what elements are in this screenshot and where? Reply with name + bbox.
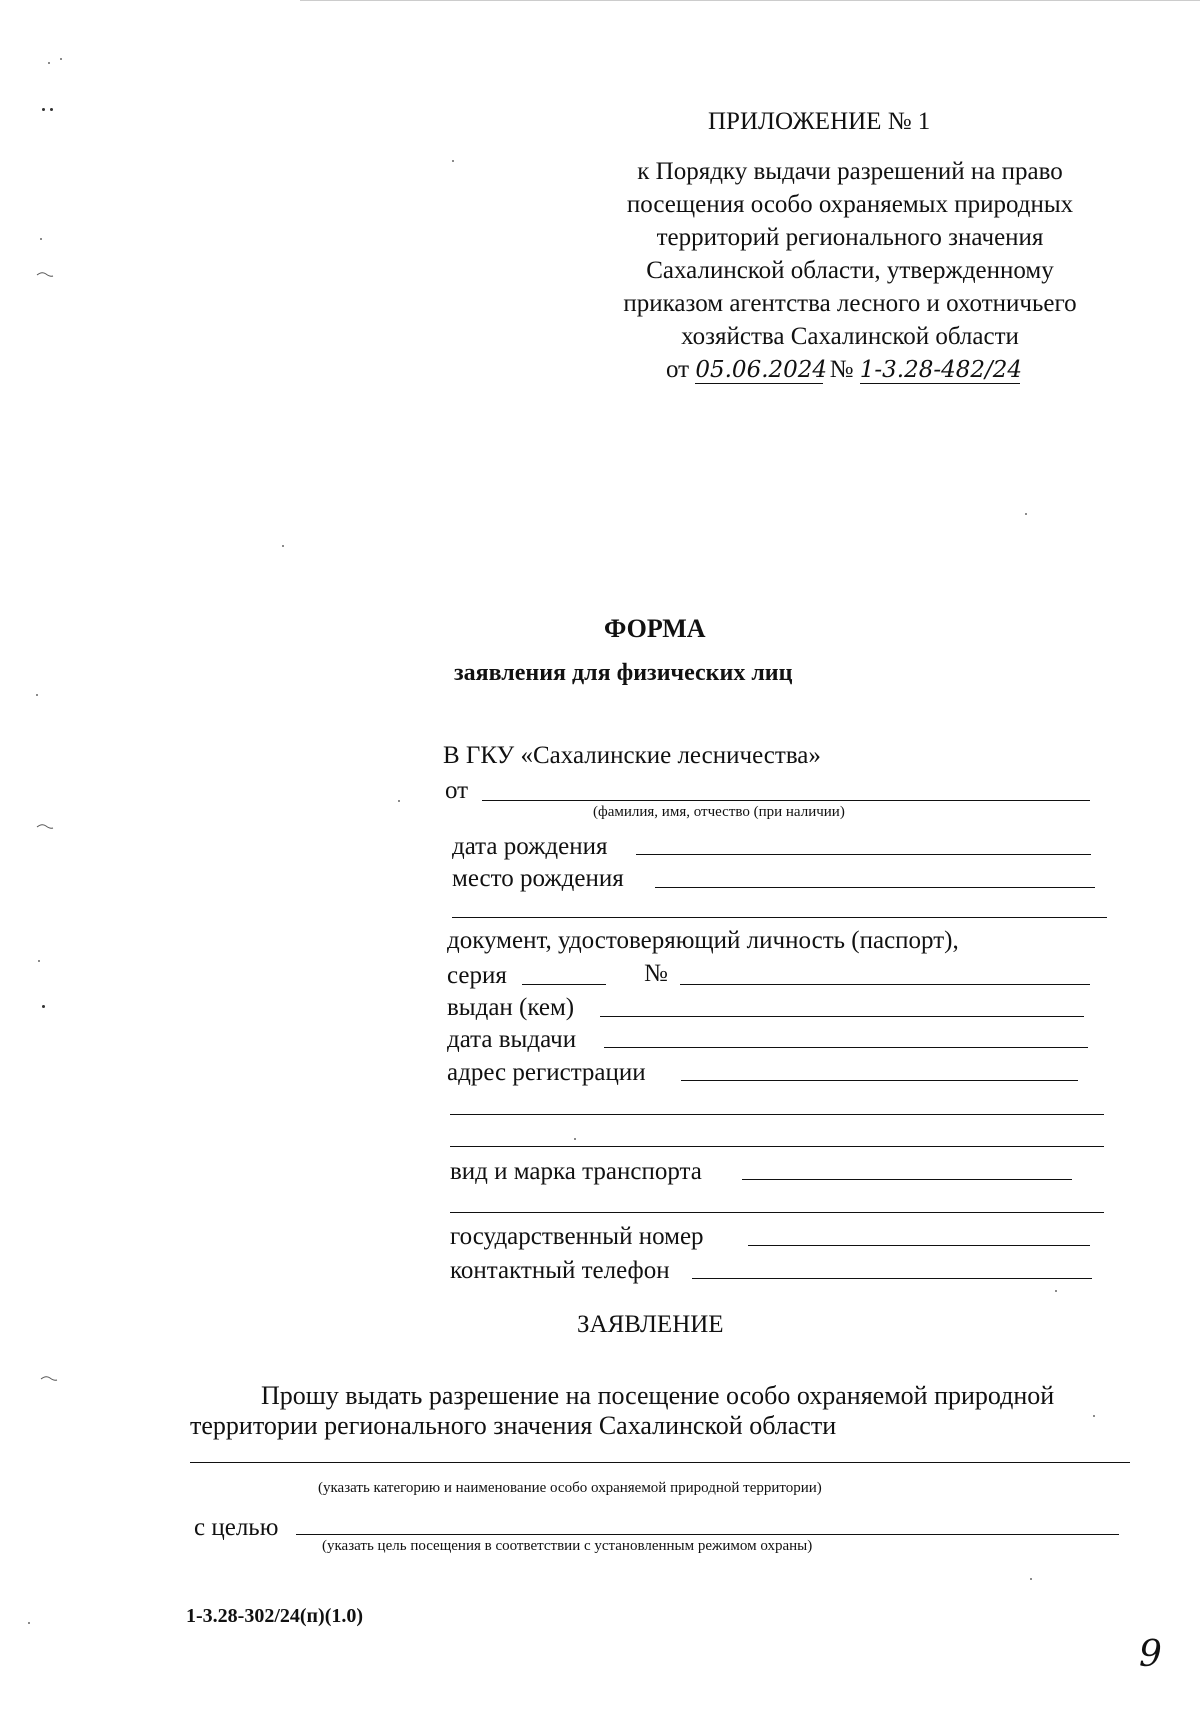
scan-speck [1055, 1290, 1057, 1292]
form-subtitle: заявления для физических лиц [454, 660, 793, 686]
issued-by-field-line[interactable] [600, 1016, 1084, 1017]
scan-mark [40, 1374, 58, 1382]
scan-speck [452, 160, 454, 162]
passport-number-label: № [644, 960, 668, 987]
address-label: адрес регистрации [447, 1059, 646, 1086]
series-field-line[interactable] [522, 984, 606, 985]
address-field-line-3[interactable] [450, 1146, 1104, 1147]
date-prefix: от [666, 356, 690, 383]
scan-speck [282, 545, 284, 547]
vehicle-field-line-2[interactable] [450, 1212, 1104, 1213]
birth-place-field-line-2[interactable] [452, 917, 1107, 918]
appendix-line: Сахалинской области, утвержденному [646, 257, 1054, 284]
scan-edge [300, 0, 1200, 1]
scan-speck [42, 1005, 45, 1008]
birth-date-label: дата рождения [452, 833, 608, 860]
id-document-label: документ, удостоверяющий личность (паспорт), [447, 927, 959, 954]
scan-speck [574, 1138, 576, 1140]
vehicle-field-line[interactable] [742, 1179, 1072, 1180]
document-code: 1-3.28-302/24(п)(1.0) [186, 1605, 364, 1627]
number-prefix: № [829, 356, 854, 383]
scan-speck [28, 1622, 30, 1624]
issued-by-label: выдан (кем) [447, 994, 575, 1021]
appendix-title: ПРИЛОЖЕНИЕ № 1 [708, 108, 931, 135]
address-field-line-2[interactable] [450, 1114, 1104, 1115]
scan-speck [38, 960, 40, 962]
passport-number-field-line[interactable] [680, 984, 1090, 985]
scan-speck [36, 694, 38, 696]
from-label: от [445, 777, 469, 804]
handwritten-order-number: 1-3.28-482/24 [859, 357, 1023, 383]
from-hint: (фамилия, имя, отчество (при наличии) [593, 804, 845, 820]
address-field-line[interactable] [681, 1080, 1078, 1081]
statement-title: ЗАЯВЛЕНИЕ [577, 1311, 724, 1338]
scan-speck [40, 238, 42, 240]
purpose-field-line[interactable] [296, 1534, 1119, 1535]
plate-field-line[interactable] [748, 1245, 1090, 1246]
scan-speck [1025, 513, 1027, 515]
issue-date-field-line[interactable] [604, 1047, 1088, 1048]
vehicle-label: вид и марка транспорта [450, 1158, 702, 1185]
phone-label: контактный телефон [450, 1257, 670, 1284]
form-title: ФОРМА [604, 614, 706, 643]
statement-text-line-1: Прошу выдать разрешение на посещение особо охраняемой природной [261, 1381, 1055, 1410]
birth-place-field-line[interactable] [655, 887, 1095, 888]
appendix-line: к Порядку выдачи разрешений на право [637, 158, 1063, 185]
scan-mark [36, 270, 54, 278]
handwritten-page-number: 9 [1139, 1634, 1162, 1675]
birth-place-label: место рождения [452, 865, 624, 892]
scan-speck [50, 108, 53, 111]
appendix-line: хозяйства Сахалинской области [681, 323, 1019, 350]
scan-speck [398, 800, 400, 802]
purpose-hint: (указать цель посещения в соответствии с установленным режимом охраны) [322, 1538, 813, 1554]
appendix-date-line [666, 356, 1023, 384]
scan-speck [48, 62, 50, 64]
scan-mark [36, 822, 54, 830]
handwritten-date: 05.06.2024 [695, 357, 828, 383]
appendix-line: посещения особо охраняемых природных [626, 191, 1074, 218]
plate-label: государственный номер [450, 1223, 704, 1250]
scan-speck [42, 108, 45, 111]
birth-date-field-line[interactable] [636, 854, 1091, 855]
issue-date-label: дата выдачи [447, 1026, 577, 1053]
statement-text-line-2: территории регионального значения Сахалинской области [190, 1411, 837, 1440]
appendix-description [570, 155, 1130, 353]
series-label: серия [447, 962, 507, 989]
scan-speck [60, 58, 62, 60]
from-field-line[interactable] [482, 800, 1090, 801]
territory-field-line[interactable] [190, 1462, 1130, 1463]
appendix-line: территорий регионального значения [656, 224, 1044, 251]
purpose-label: с целью [194, 1514, 279, 1541]
territory-hint: (указать категорию и наименование особо охраняемой природной территории) [318, 1480, 822, 1496]
scan-speck [1093, 1415, 1095, 1417]
appendix-line: приказом агентства лесного и охотничьего [623, 290, 1077, 317]
scan-speck [1030, 1578, 1032, 1580]
phone-field-line[interactable] [692, 1278, 1092, 1279]
addressee-to: В ГКУ «Сахалинские лесничества» [443, 742, 821, 769]
